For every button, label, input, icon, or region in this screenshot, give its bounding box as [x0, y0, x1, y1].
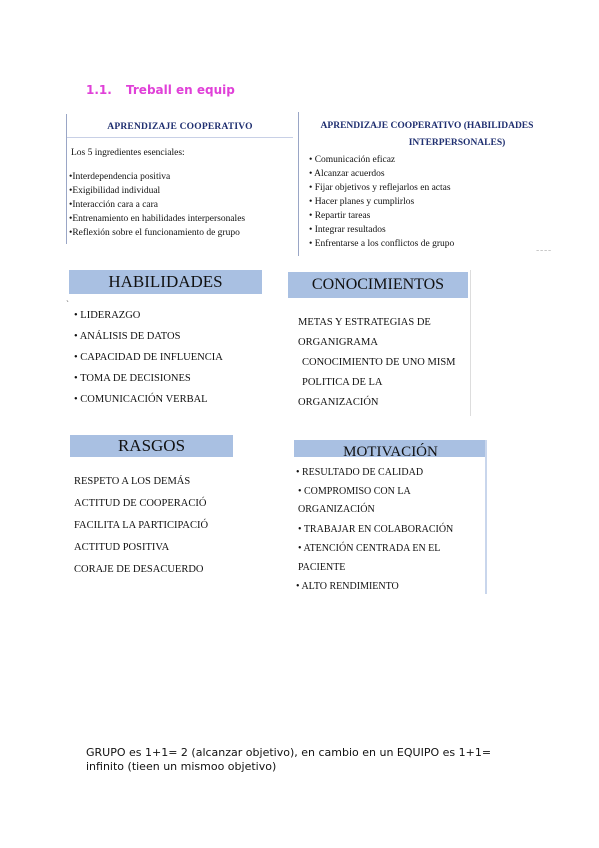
text-line: POLITICA DE LA	[302, 377, 383, 388]
list-item: ACTITUD DE COOPERACIÓ	[74, 498, 207, 509]
motivation-box	[294, 440, 487, 594]
divider	[67, 137, 293, 138]
section-title: Treball en equip	[126, 83, 235, 97]
list-item: •Interacción cara a cara	[69, 200, 159, 210]
card-title-line: APRENDIZAJE COOPERATIVO (HABILIDADES	[320, 121, 534, 131]
list-item: •Entrenamiento en habilidades interpersonales	[69, 214, 246, 224]
text-line: • RESULTADO DE CALIDAD	[296, 467, 424, 478]
list-item: CORAJE DE DESACUERDO	[74, 564, 204, 575]
card-intro: Los 5 ingredientes esenciales:	[71, 148, 185, 158]
text-line: ORGANIZACIÓN	[298, 397, 379, 408]
footer-note: GRUPO es 1+1= 2 (alcanzar objetivo), en cambio en un EQUIPO es 1+1= infinito (tieen un mismoo objetivo)	[86, 746, 492, 773]
edge-stripe	[485, 440, 487, 594]
box-title: RASGOS	[70, 435, 233, 457]
list-item: RESPETO A LOS DEMÁS	[74, 476, 191, 487]
list-item: • Comunicación eficaz	[309, 155, 396, 165]
text-line: METAS Y ESTRATEGIAS DE	[298, 317, 431, 328]
list-item: • COMUNICACIÓN VERBAL	[74, 394, 208, 405]
list-item: •Reflexión sobre el funcionamiento de grupo	[69, 228, 240, 238]
skills-box	[66, 270, 262, 410]
box-title	[294, 440, 487, 457]
box-title-text: MOTIVACIÓN	[343, 444, 438, 457]
interpersonal-skills-card	[298, 112, 555, 256]
section-heading	[86, 83, 235, 97]
list-item: FACILITA LA PARTICIPACIÓ	[74, 520, 209, 531]
text-line: PACIENTE	[298, 562, 346, 573]
list-item: • CAPACIDAD DE INFLUENCIA	[74, 352, 223, 363]
list-item: • Integrar resultados	[309, 225, 386, 235]
list-item: • Fijar objetivos y reflejarlos en actas	[309, 183, 451, 193]
list-item: • Hacer planes y cumplirlos	[309, 197, 415, 207]
list-item: ACTITUD POSITIVA	[74, 542, 170, 553]
card-title	[299, 118, 555, 152]
text-line: • COMPROMISO CON LA	[298, 486, 411, 497]
list-item: •Interdependencia positiva	[69, 172, 171, 182]
list-item: •Exigibilidad individual	[69, 186, 161, 196]
list-item: • LIDERAZGO	[74, 310, 141, 321]
list-item: • Repartir tareas	[309, 211, 371, 221]
list-item: • Alcanzar acuerdos	[309, 169, 385, 179]
list-item: • ANÁLISIS DE DATOS	[74, 331, 181, 342]
traits-box	[70, 435, 250, 585]
text-line: ORGANIZACIÓN	[298, 504, 375, 515]
corner-mark: ˏ	[66, 292, 69, 302]
cooperative-learning-card	[66, 114, 293, 244]
card-title: APRENDIZAJE COOPERATIVO	[107, 122, 253, 132]
text-line: ORGANIGRAMA	[298, 337, 378, 348]
text-line: • ALTO RENDIMIENTO	[296, 581, 399, 592]
section-number: 1.1.	[86, 83, 112, 97]
list-item: • TOMA DE DECISIONES	[74, 373, 191, 384]
box-title: CONOCIMIENTOS	[288, 272, 468, 298]
card-title-line: INTERPERSONALES)	[408, 138, 506, 148]
faded-mark: ~ ~ ~ ~	[536, 249, 551, 254]
list-item: • Enfrentarse a los conflictos de grupo	[309, 239, 455, 249]
text-line: • TRABAJAR EN COLABORACIÓN	[298, 524, 454, 535]
box-title: HABILIDADES	[69, 270, 262, 294]
knowledge-box	[288, 270, 471, 416]
text-line: • ATENCIÓN CENTRADA EN EL	[298, 543, 441, 554]
text-line: CONOCIMIENTO DE UNO MISM	[302, 357, 456, 368]
